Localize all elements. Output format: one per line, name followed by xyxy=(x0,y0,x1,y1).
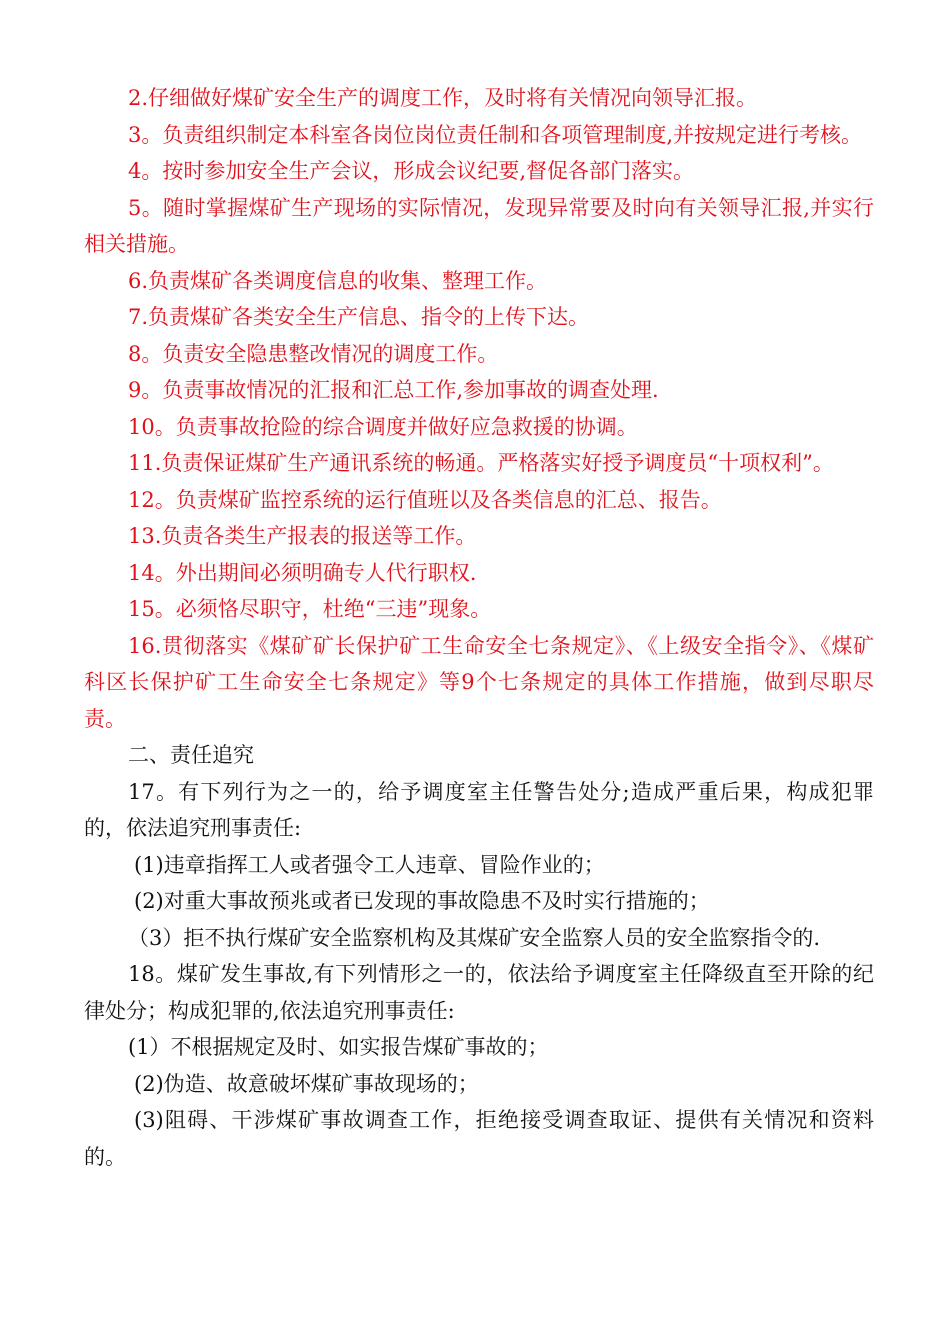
duty-item-5: 5。随时掌握煤矿生产现场的实际情况，发现异常要及时向有关领导汇报,并实行相关措施。 xyxy=(84,195,874,256)
duty-item-8: 8。负责安全隐患整改情况的调度工作。 xyxy=(128,341,499,366)
duty-item-4: 4。按时参加安全生产会议，形成会议纪要,督促各部门落实。 xyxy=(128,159,695,183)
duty-item-3: 3。负责组织制定本科室各岗位岗位责任制和各项管理制度,并按规定进行考核。 xyxy=(128,122,863,147)
duty-item-16: 16.贯彻落实《煤矿矿长保护矿工生命安全七条规定》、《上级安全指令》、《煤矿科区长保护矿工生命安全七条规定》等9个七条规定的具体工作措施，做到尽职尽责。 xyxy=(84,633,874,731)
accountability-18-sub-2: (2)伪造、故意破坏煤矿事故现场的； xyxy=(134,1071,479,1096)
document-page xyxy=(84,80,874,1175)
accountability-17-sub-2: (2)对重大事故预兆或者已发现的事故隐患不及时实行措施的； xyxy=(134,889,710,913)
duty-item-2: 2.仔细做好煤矿安全生产的调度工作，及时将有关情况向领导汇报。 xyxy=(128,86,758,110)
duty-item-10: 10。负责事故抢险的综合调度并做好应急救援的协调。 xyxy=(128,414,638,439)
duty-item-9: 9。负责事故情况的汇报和汇总工作,参加事故的调查处理. xyxy=(128,378,659,402)
accountability-18-sub-3: (3)阻碍、干涉煤矿事故调查工作，拒绝接受调查取证、提供有关情况和资料的。 xyxy=(84,1108,874,1169)
duty-item-14: 14。外出期间必须明确专人代行职权. xyxy=(128,560,477,585)
duty-item-11: 11.负责保证煤矿生产通讯系统的畅通。严格落实好授予调度员“十项权利”。 xyxy=(128,451,834,475)
section-heading-accountability: 二、责任追究 xyxy=(128,743,254,767)
accountability-17-sub-1: (1)违章指挥工人或者强令工人违章、冒险作业的； xyxy=(134,852,605,877)
accountability-item-18: 18。煤矿发生事故,有下列情形之一的，依法给予调度室主任降级直至开除的纪律处分；构成犯罪的,依法追究刑事责任: xyxy=(84,962,874,1023)
duty-item-6: 6.负责煤矿各类调度信息的收集、整理工作。 xyxy=(128,268,548,293)
duty-item-15: 15。必须恪尽职守，杜绝“三违”现象。 xyxy=(128,597,492,621)
duty-item-7: 7.负责煤矿各类安全生产信息、指令的上传下达。 xyxy=(128,305,590,329)
accountability-17-sub-3: （3）拒不执行煤矿安全监察机构及其煤矿安全监察人员的安全监察指令的. xyxy=(128,925,821,950)
duty-item-13: 13.负责各类生产报表的报送等工作。 xyxy=(128,524,477,548)
accountability-18-sub-1: (1）不根据规定及时、如实报告煤矿事故的； xyxy=(128,1035,549,1059)
accountability-item-17: 17。有下列行为之一的，给予调度室主任警告处分;造成严重后果，构成犯罪的，依法追究刑事责任: xyxy=(84,779,874,840)
duty-item-12: 12。负责煤矿监控系统的运行值班以及各类信息的汇总、报告。 xyxy=(128,487,722,512)
